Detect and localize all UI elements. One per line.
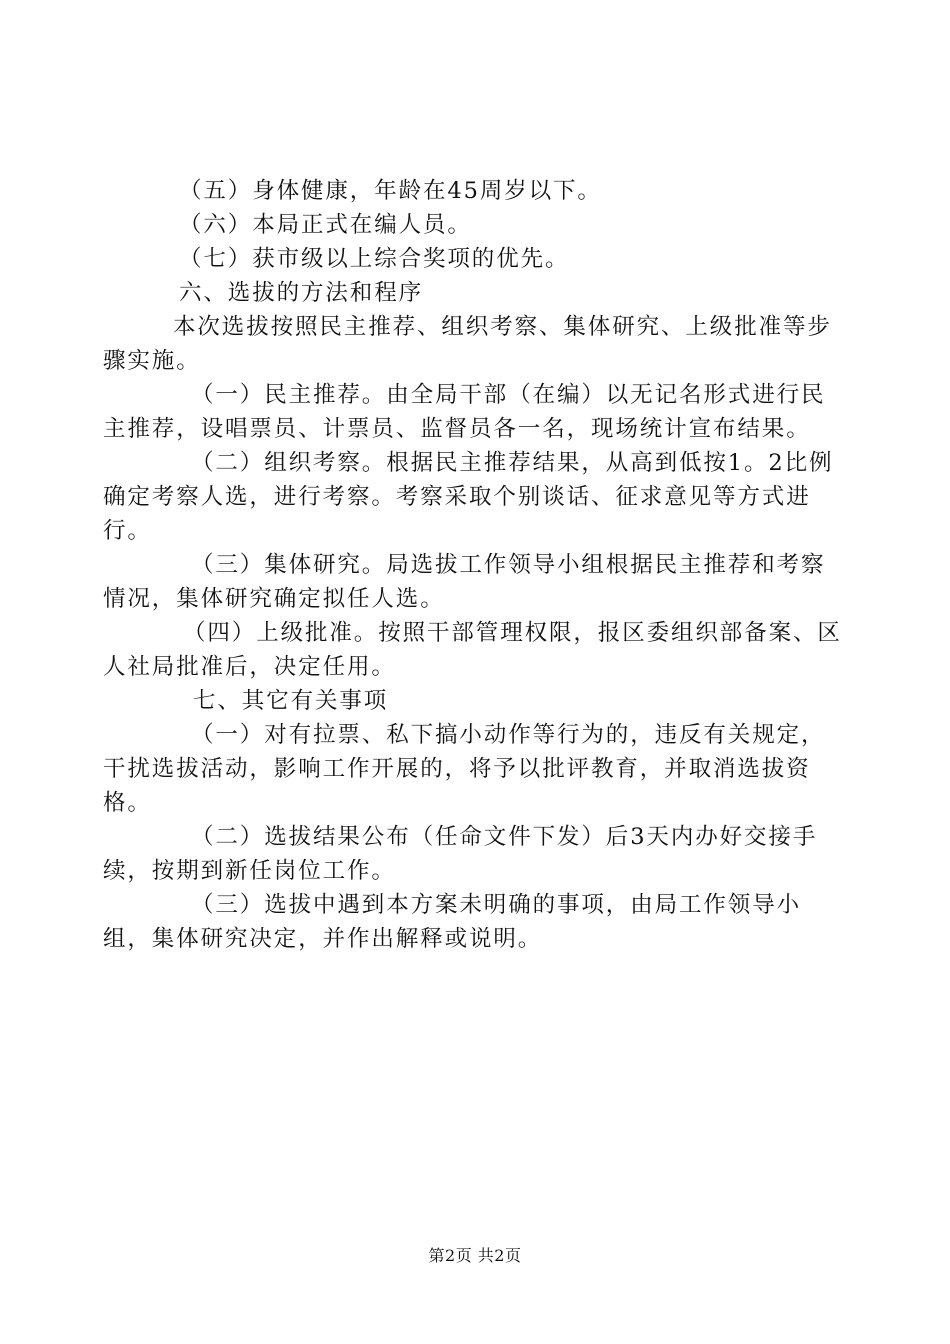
paragraph-methods-intro: 本次选拔按照民主推荐、组织考察、集体研究、上级批准等步骤实施。 [103,314,832,374]
paragraph-unspecified-matters: （三）选拔中遇到本方案未明确的事项，由局工作领导小组，集体研究决定，并作出解释或说明。 [103,892,802,952]
paragraph-superior-approval: （四）上级批准。按照干部管理权限，报区委组织部备案、区人社局批准后，决定任用。 [103,620,842,680]
paragraph-staff-status: （六）本局正式在编人员。 [179,212,472,238]
document-body [103,174,843,956]
paragraph-award-priority: （七）获市级以上综合奖项的优先。 [179,246,570,272]
paragraph-misconduct: （一）对有拉票、私下搞小动作等行为的，违反有关规定，干扰选拔活动，影响工作开展的，将予以批评教育，并取消选拔资格。 [103,722,826,816]
paragraph-democratic-recommendation: （一）民主推荐。由全局干部（在编）以无记名形式进行民主推荐，设唱票员、计票员、监督员各一名，现场统计宣布结果。 [103,382,826,442]
paragraph-organizational-inspection: （二）组织考察。根据民主推荐结果，从高到低按1。2比例确定考察人选，进行考察。考察采取个别谈话、征求意见等方式进行。 [103,450,834,544]
paragraph-health-age: （五）身体健康，年龄在45周岁以下。 [179,178,602,204]
section-heading-methods: 六、选拔的方法和程序 [179,280,424,306]
paragraph-collective-research: （三）集体研究。局选拔工作领导小组根据民主推荐和考察情况，集体研究确定拟任人选。 [103,552,826,612]
page-number-footer: 第2页 共2页 [428,1246,522,1265]
paragraph-handover: （二）选拔结果公布（任命文件下发）后3天内办好交接手续，按期到新任岗位工作。 [103,824,818,884]
section-heading-other-matters: 七、其它有关事项 [193,688,389,714]
